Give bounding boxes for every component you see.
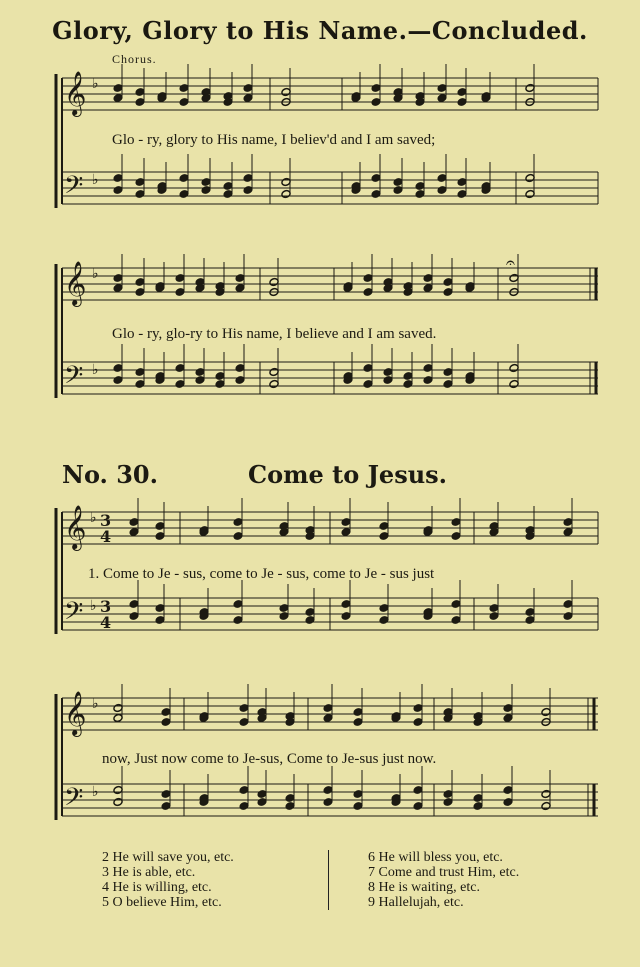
time-signature-bottom: 4 [100,613,112,632]
flat-icon: ♭ [92,784,99,800]
bass-clef-icon: 𝄢 [64,361,84,396]
stanza-item: 6 He will bless you, etc. [368,850,503,865]
fermata-icon: 𝄐 [506,253,515,272]
flat-icon: ♭ [90,598,97,614]
staff-bass-1 [62,172,598,204]
lyrics-line-4: now, Just now come to Je-sus, Come to Je-sus just now. [102,751,437,767]
time-signature-top: 3 [100,597,112,616]
treble-clef-icon: 𝄞 [64,505,87,549]
flat-icon: ♭ [92,266,99,282]
bass-clef-icon: 𝄢 [64,597,84,632]
flat-icon: ♭ [92,76,99,92]
flat-icon: ♭ [92,172,99,188]
time-signature-top: 3 [100,511,112,530]
hymn-title: Come to Jesus. [248,460,448,489]
flat-icon: ♭ [92,696,99,712]
stanza-item: 2 He will save you, etc. [102,850,234,865]
stanza-item: 9 Hallelujah, etc. [368,895,464,910]
stanza-divider [328,850,329,910]
treble-clef-icon: 𝄞 [64,691,87,735]
lyrics-line-1: Glo - ry, glory to His name, I believ'd and I am saved; [112,132,436,148]
flat-icon: ♭ [92,362,99,378]
stanza-list-right [368,850,519,910]
stanza-item: 8 He is waiting, etc. [368,880,480,895]
lyrics-line-3: 1. Come to Je - sus, come to Je - sus, come to Je - sus just [88,566,435,582]
stanza-item: 3 He is able, etc. [102,865,196,880]
bass-clef-icon: 𝄢 [64,783,84,818]
stanza-list-left [102,850,234,910]
stanza-item: 5 O believe Him, etc. [102,895,222,910]
lyrics-line-2: Glo - ry, glo-ry to His name, I believe and I am saved. [112,326,437,342]
hymn-number: No. 30. [62,460,158,489]
bass-clef-icon: 𝄢 [64,171,84,206]
time-signature-bottom: 4 [100,527,112,546]
flat-icon: ♭ [90,510,97,526]
page-header-title: Glory, Glory to His Name.—Concluded. [52,16,588,45]
stanza-item: 4 He is willing, etc. [102,880,212,895]
treble-clef-icon: 𝄞 [64,261,87,305]
stanza-item: 7 Come and trust Him, etc. [368,865,520,880]
chorus-label: Chorus. [112,52,157,66]
treble-clef-icon: 𝄞 [64,71,87,115]
